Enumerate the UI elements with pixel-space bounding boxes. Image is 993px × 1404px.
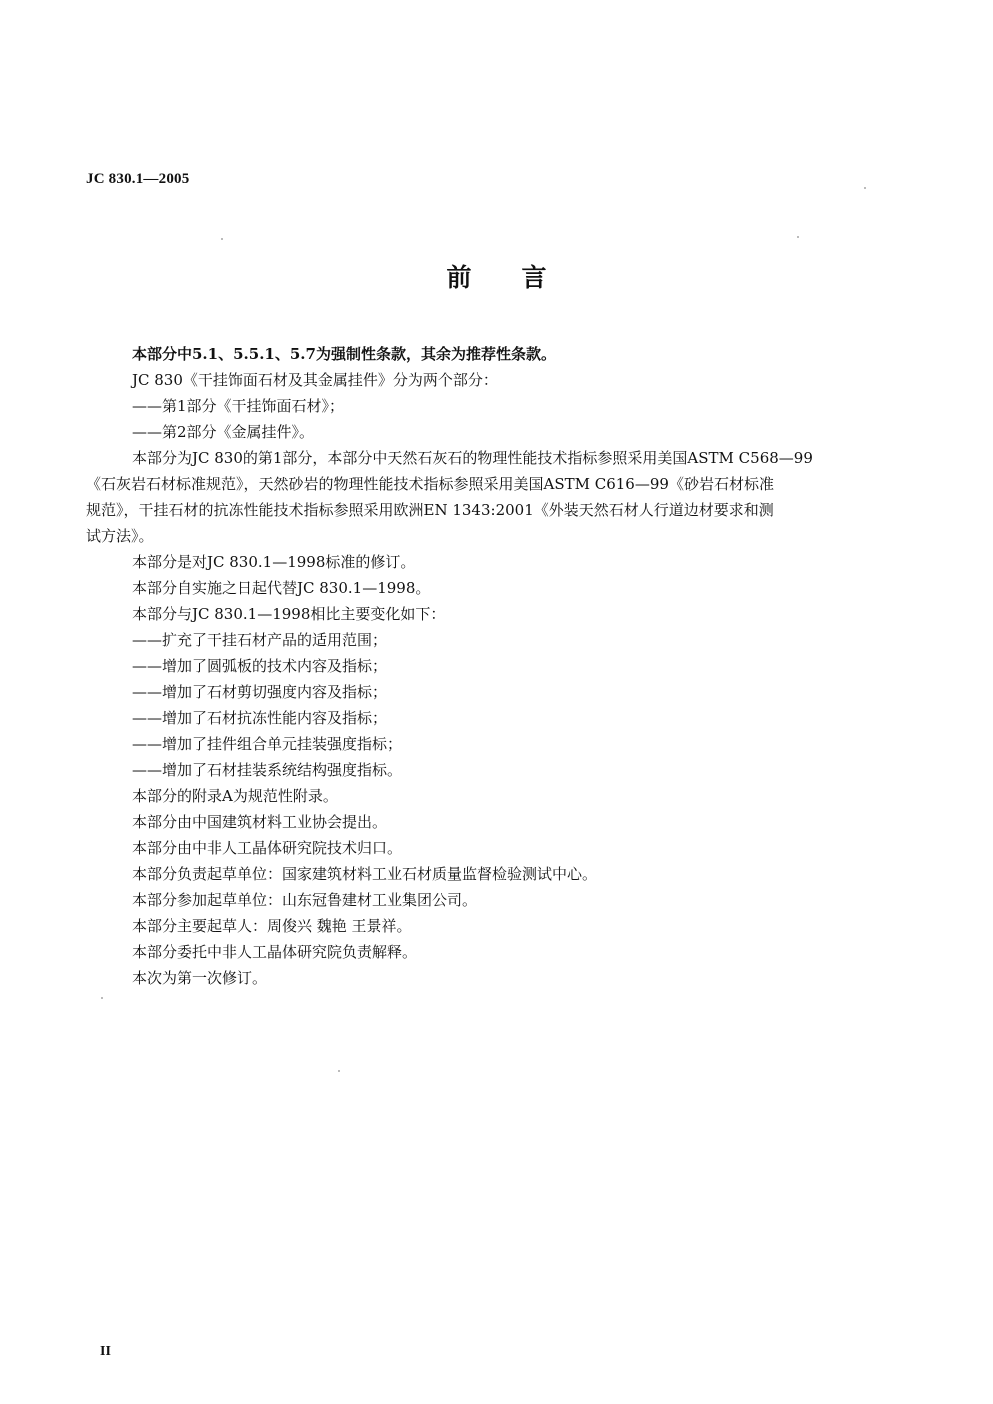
interpretation-line: 本部分委托中非人工晶体研究院负责解释。 [132,943,418,961]
change-item: ——增加了石材挂装系统结构强度指标。 [132,761,403,779]
reference-line-3: 规范》，干挂石材的抗冻性能技术指标参照采用欧洲EN 1343:2001《外装天然石材人行道边材要求和测 [86,501,774,519]
change-item: ——增加了石材抗冻性能内容及指标； [132,709,388,727]
page-number: II [100,1344,111,1359]
change-item: ——增加了圆弧板的技术内容及指标； [132,657,388,675]
centralized-unit-line: 本部分由中非人工晶体研究院技术归口。 [132,839,403,857]
standard-code: JC 830.1—2005 [86,171,190,187]
scan-speck [338,1070,340,1072]
drafting-unit-line: 本部分负责起草单位：国家建筑材料工业石材质量监督检验测试中心。 [132,865,598,883]
replacement-line: 本部分自实施之日起代替JC 830.1—1998。 [132,579,431,597]
drafters-line: 本部分主要起草人：周俊兴 魏艳 王景祥。 [132,917,412,935]
parts-intro-paragraph: JC 830《干挂饰面石材及其金属挂件》分为两个部分： [132,371,498,389]
scan-speck [797,236,799,238]
reference-standards-paragraph [86,445,876,549]
part-1-item: ——第1部分《干挂饰面石材》； [132,397,345,415]
change-item: ——增加了石材剪切强度内容及指标； [132,683,388,701]
changes-intro-line: 本部分与JC 830.1—1998相比主要变化如下： [132,605,446,623]
participating-unit-line: 本部分参加起草单位：山东冠鲁建材工业集团公司。 [132,891,478,909]
scan-speck [864,187,866,189]
change-item: ——扩充了干挂石材产品的适用范围； [132,631,388,649]
part-2-item: ——第2部分《金属挂件》。 [132,423,315,441]
reference-line-4: 试方法》。 [86,527,154,545]
foreword-body [86,341,876,991]
page-title: 前言 [446,263,597,292]
reference-line-2: 《石灰岩石材标准规范》，天然砂岩的物理性能技术指标参照采用美国ASTM C616—99《砂岩石材标准 [86,475,774,493]
proposer-line: 本部分由中国建筑材料工业协会提出。 [132,813,388,831]
scan-speck [221,238,223,240]
revision-line: 本部分是对JC 830.1—1998标准的修订。 [132,553,416,571]
mandatory-clause-paragraph: 本部分中5.1、5.5.1、5.7为强制性条款，其余为推荐性条款。 [132,345,556,363]
reference-line-1: 本部分为JC 830的第1部分，本部分中天然石灰石的物理性能技术指标参照采用美国ASTM C568—99 [132,449,813,467]
revision-count-line: 本次为第一次修订。 [132,969,268,987]
scan-speck [101,997,103,999]
appendix-line: 本部分的附录A为规范性附录。 [132,787,338,805]
change-item: ——增加了挂件组合单元挂装强度指标； [132,735,403,753]
